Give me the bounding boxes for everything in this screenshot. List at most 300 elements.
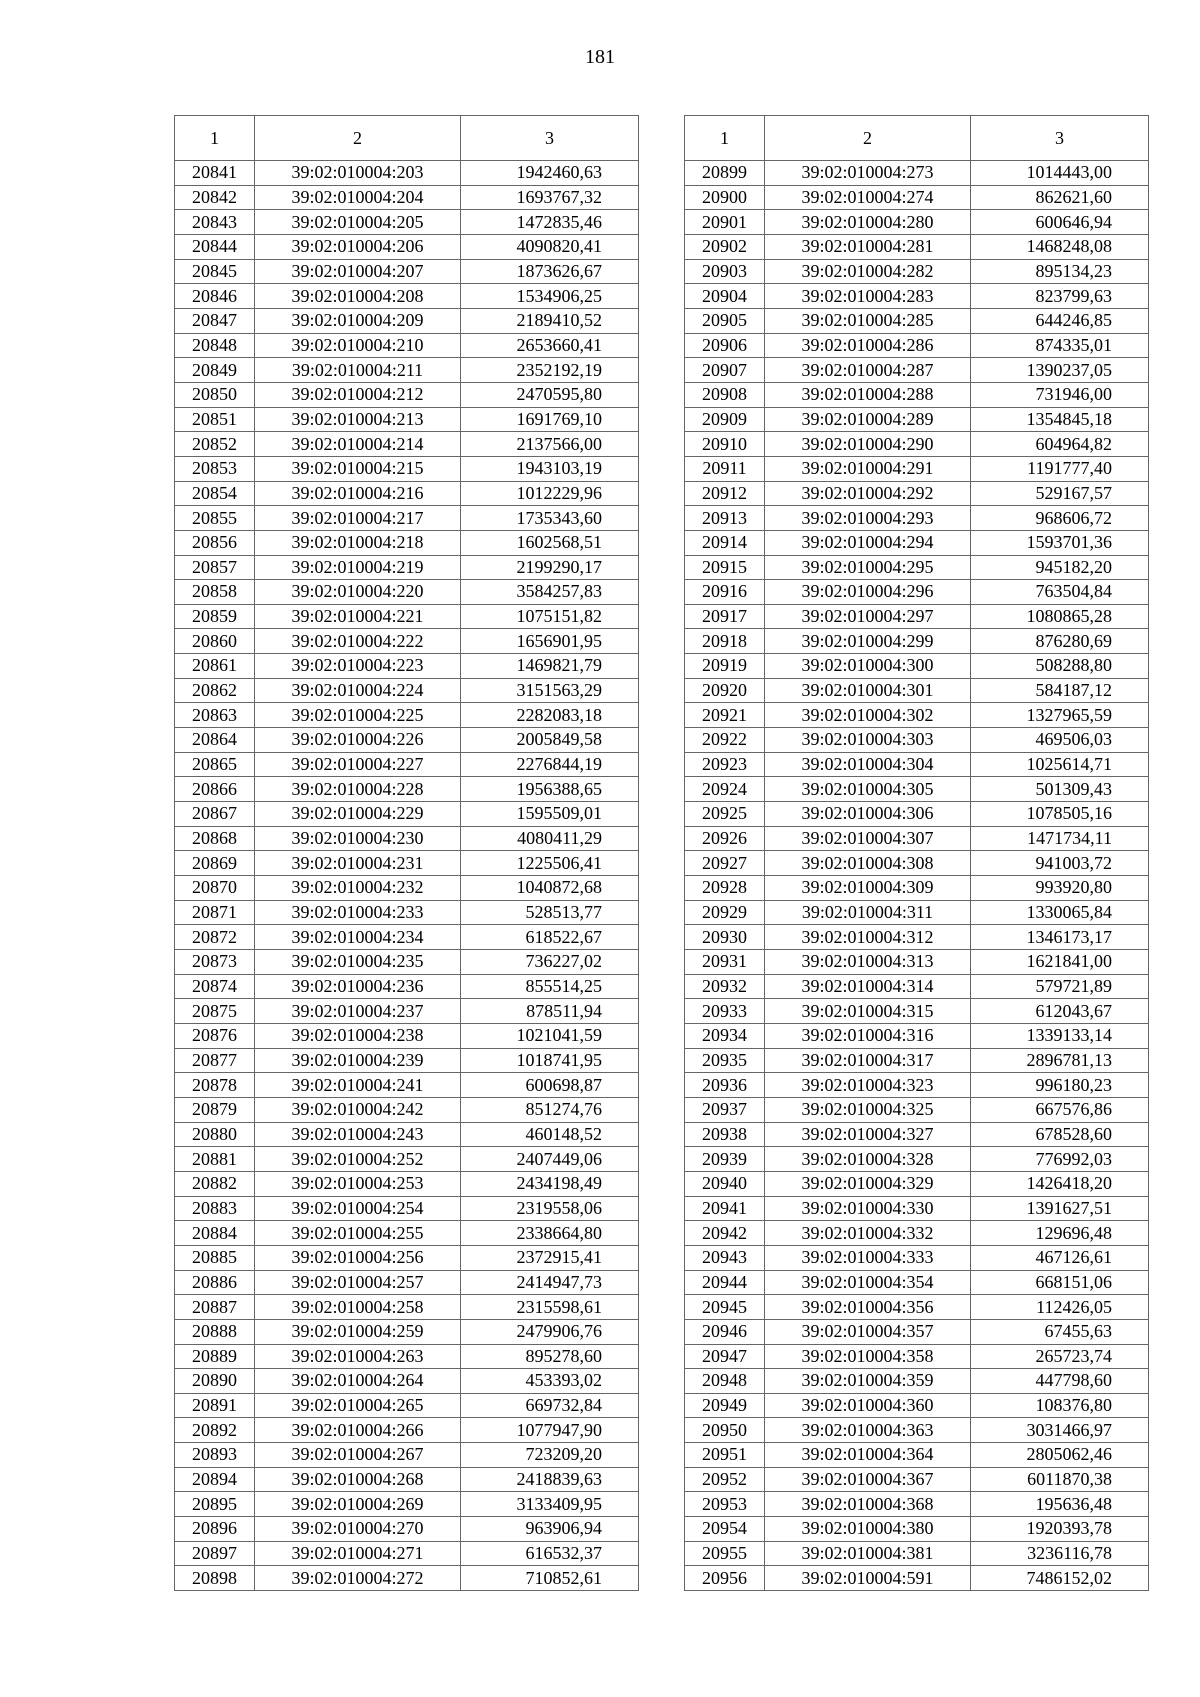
row-number-cell: 20955 (685, 1541, 765, 1566)
value-cell: 2315598,61 (461, 1295, 639, 1320)
value-cell: 2199290,17 (461, 555, 639, 580)
table-row (685, 1443, 1149, 1468)
table-row (685, 1492, 1149, 1517)
row-number-cell: 20855 (175, 506, 255, 531)
cadastral-number-cell: 39:02:010004:367 (765, 1467, 971, 1492)
table-row (175, 210, 639, 235)
value-cell: 1595509,01 (461, 802, 639, 827)
table-row (175, 530, 639, 555)
row-number-cell: 20862 (175, 678, 255, 703)
cadastral-number-cell: 39:02:010004:257 (255, 1270, 461, 1295)
table-row (685, 654, 1149, 679)
row-number-cell: 20872 (175, 925, 255, 950)
value-cell: 895278,60 (461, 1344, 639, 1369)
value-cell: 67455,63 (971, 1319, 1149, 1344)
table-row (685, 506, 1149, 531)
row-number-cell: 20854 (175, 481, 255, 506)
cadastral-number-cell: 39:02:010004:270 (255, 1517, 461, 1542)
table-row (685, 1418, 1149, 1443)
row-number-cell: 20920 (685, 678, 765, 703)
value-cell: 823799,63 (971, 284, 1149, 309)
row-number-cell: 20954 (685, 1517, 765, 1542)
table-row (175, 752, 639, 777)
cadastral-number-cell: 39:02:010004:228 (255, 777, 461, 802)
cadastral-number-cell: 39:02:010004:356 (765, 1295, 971, 1320)
cadastral-number-cell: 39:02:010004:274 (765, 185, 971, 210)
row-number-cell: 20857 (175, 555, 255, 580)
table-row (685, 703, 1149, 728)
cadastral-number-cell: 39:02:010004:309 (765, 876, 971, 901)
value-cell: 2372915,41 (461, 1245, 639, 1270)
table-row (685, 604, 1149, 629)
table-row (685, 1344, 1149, 1369)
row-number-cell: 20938 (685, 1122, 765, 1147)
value-cell: 4080411,29 (461, 826, 639, 851)
cadastral-number-cell: 39:02:010004:282 (765, 259, 971, 284)
value-cell: 1346173,17 (971, 925, 1149, 950)
cadastral-number-cell: 39:02:010004:211 (255, 358, 461, 383)
cadastral-number-cell: 39:02:010004:266 (255, 1418, 461, 1443)
cadastral-number-cell: 39:02:010004:306 (765, 802, 971, 827)
row-number-cell: 20929 (685, 900, 765, 925)
table-row (175, 1221, 639, 1246)
value-cell: 600646,94 (971, 210, 1149, 235)
cadastral-number-cell: 39:02:010004:289 (765, 407, 971, 432)
cadastral-number-cell: 39:02:010004:219 (255, 555, 461, 580)
cadastral-number-cell: 39:02:010004:368 (765, 1492, 971, 1517)
cadastral-number-cell: 39:02:010004:243 (255, 1122, 461, 1147)
value-cell: 669732,84 (461, 1393, 639, 1418)
left-table (174, 115, 639, 1591)
cadastral-number-cell: 39:02:010004:203 (255, 161, 461, 186)
cadastral-number-cell: 39:02:010004:229 (255, 802, 461, 827)
row-number-cell: 20841 (175, 161, 255, 186)
value-cell: 874335,01 (971, 333, 1149, 358)
value-cell: 2319558,06 (461, 1196, 639, 1221)
cadastral-number-cell: 39:02:010004:254 (255, 1196, 461, 1221)
value-cell: 667576,86 (971, 1097, 1149, 1122)
value-cell: 453393,02 (461, 1369, 639, 1394)
table-row (175, 1418, 639, 1443)
row-number-cell: 20919 (685, 654, 765, 679)
value-cell: 1225506,41 (461, 851, 639, 876)
row-number-cell: 20946 (685, 1319, 765, 1344)
cadastral-number-cell: 39:02:010004:226 (255, 728, 461, 753)
value-cell: 2479906,76 (461, 1319, 639, 1344)
table-row (685, 974, 1149, 999)
row-number-cell: 20951 (685, 1443, 765, 1468)
table-row (685, 1122, 1149, 1147)
row-number-cell: 20906 (685, 333, 765, 358)
table-row (175, 185, 639, 210)
cadastral-number-cell: 39:02:010004:591 (765, 1566, 971, 1591)
table-row (685, 777, 1149, 802)
value-cell: 2434198,49 (461, 1171, 639, 1196)
value-cell: 895134,23 (971, 259, 1149, 284)
value-cell: 1327965,59 (971, 703, 1149, 728)
cadastral-number-cell: 39:02:010004:300 (765, 654, 971, 679)
value-cell: 1014443,00 (971, 161, 1149, 186)
table-row (685, 432, 1149, 457)
table-row (175, 974, 639, 999)
value-cell: 529167,57 (971, 481, 1149, 506)
cadastral-number-cell: 39:02:010004:216 (255, 481, 461, 506)
value-cell: 579721,89 (971, 974, 1149, 999)
row-number-cell: 20875 (175, 999, 255, 1024)
value-cell: 1621841,00 (971, 950, 1149, 975)
cadastral-number-cell: 39:02:010004:290 (765, 432, 971, 457)
row-number-cell: 20904 (685, 284, 765, 309)
column-header: 1 (685, 116, 765, 161)
table-row (175, 728, 639, 753)
table-row (685, 530, 1149, 555)
left-table-body (175, 161, 639, 1591)
value-cell: 668151,06 (971, 1270, 1149, 1295)
cadastral-number-cell: 39:02:010004:312 (765, 925, 971, 950)
row-number-cell: 20910 (685, 432, 765, 457)
cadastral-number-cell: 39:02:010004:359 (765, 1369, 971, 1394)
cadastral-number-cell: 39:02:010004:209 (255, 308, 461, 333)
row-number-cell: 20856 (175, 530, 255, 555)
value-cell: 963906,94 (461, 1517, 639, 1542)
table-row (685, 826, 1149, 851)
row-number-cell: 20849 (175, 358, 255, 383)
row-number-cell: 20885 (175, 1245, 255, 1270)
cadastral-number-cell: 39:02:010004:363 (765, 1418, 971, 1443)
page-number: 181 (585, 46, 615, 68)
table-row (685, 1541, 1149, 1566)
cadastral-number-cell: 39:02:010004:220 (255, 580, 461, 605)
row-number-cell: 20931 (685, 950, 765, 975)
row-number-cell: 20940 (685, 1171, 765, 1196)
table-row (175, 580, 639, 605)
row-number-cell: 20870 (175, 876, 255, 901)
table-row (175, 703, 639, 728)
table-row (175, 851, 639, 876)
value-cell: 2137566,00 (461, 432, 639, 457)
cadastral-number-cell: 39:02:010004:294 (765, 530, 971, 555)
cadastral-number-cell: 39:02:010004:263 (255, 1344, 461, 1369)
table-row (685, 308, 1149, 333)
value-cell: 1391627,51 (971, 1196, 1149, 1221)
cadastral-number-cell: 39:02:010004:292 (765, 481, 971, 506)
cadastral-number-cell: 39:02:010004:332 (765, 1221, 971, 1246)
value-cell: 776992,03 (971, 1147, 1149, 1172)
row-number-cell: 20935 (685, 1048, 765, 1073)
row-number-cell: 20914 (685, 530, 765, 555)
value-cell: 763504,84 (971, 580, 1149, 605)
row-number-cell: 20894 (175, 1467, 255, 1492)
cadastral-number-cell: 39:02:010004:328 (765, 1147, 971, 1172)
row-number-cell: 20842 (175, 185, 255, 210)
cadastral-number-cell: 39:02:010004:333 (765, 1245, 971, 1270)
row-number-cell: 20928 (685, 876, 765, 901)
cadastral-number-cell: 39:02:010004:268 (255, 1467, 461, 1492)
table-row (685, 1467, 1149, 1492)
table-row (685, 382, 1149, 407)
table-row (175, 1566, 639, 1591)
row-number-cell: 20846 (175, 284, 255, 309)
value-cell: 1012229,96 (461, 481, 639, 506)
row-number-cell: 20864 (175, 728, 255, 753)
row-number-cell: 20903 (685, 259, 765, 284)
value-cell: 862621,60 (971, 185, 1149, 210)
table-row (175, 604, 639, 629)
cadastral-number-cell: 39:02:010004:207 (255, 259, 461, 284)
cadastral-number-cell: 39:02:010004:299 (765, 629, 971, 654)
value-cell: 1472835,46 (461, 210, 639, 235)
cadastral-number-cell: 39:02:010004:314 (765, 974, 971, 999)
table-row (175, 999, 639, 1024)
value-cell: 469506,03 (971, 728, 1149, 753)
table-row (685, 629, 1149, 654)
table-row (685, 876, 1149, 901)
cadastral-number-cell: 39:02:010004:272 (255, 1566, 461, 1591)
row-number-cell: 20933 (685, 999, 765, 1024)
cadastral-number-cell: 39:02:010004:271 (255, 1541, 461, 1566)
table-header-row (685, 116, 1149, 161)
cadastral-number-cell: 39:02:010004:288 (765, 382, 971, 407)
table-row (175, 1073, 639, 1098)
value-cell: 1602568,51 (461, 530, 639, 555)
cadastral-number-cell: 39:02:010004:303 (765, 728, 971, 753)
row-number-cell: 20877 (175, 1048, 255, 1073)
row-number-cell: 20844 (175, 234, 255, 259)
row-number-cell: 20952 (685, 1467, 765, 1492)
row-number-cell: 20859 (175, 604, 255, 629)
value-cell: 1471734,11 (971, 826, 1149, 851)
value-cell: 1080865,28 (971, 604, 1149, 629)
cadastral-number-cell: 39:02:010004:305 (765, 777, 971, 802)
row-number-cell: 20861 (175, 654, 255, 679)
row-number-cell: 20853 (175, 456, 255, 481)
table-row (175, 1295, 639, 1320)
value-cell: 996180,23 (971, 1073, 1149, 1098)
row-number-cell: 20900 (685, 185, 765, 210)
cadastral-number-cell: 39:02:010004:204 (255, 185, 461, 210)
table-row (175, 802, 639, 827)
value-cell: 3133409,95 (461, 1492, 639, 1517)
row-number-cell: 20916 (685, 580, 765, 605)
cadastral-number-cell: 39:02:010004:234 (255, 925, 461, 950)
table-header-row (175, 116, 639, 161)
value-cell: 1191777,40 (971, 456, 1149, 481)
value-cell: 1075151,82 (461, 604, 639, 629)
table-row (685, 185, 1149, 210)
row-number-cell: 20949 (685, 1393, 765, 1418)
row-number-cell: 20945 (685, 1295, 765, 1320)
value-cell: 6011870,38 (971, 1467, 1149, 1492)
value-cell: 2407449,06 (461, 1147, 639, 1172)
row-number-cell: 20888 (175, 1319, 255, 1344)
row-number-cell: 20925 (685, 802, 765, 827)
value-cell: 112426,05 (971, 1295, 1149, 1320)
value-cell: 1339133,14 (971, 1023, 1149, 1048)
table-row (175, 234, 639, 259)
column-header: 2 (765, 116, 971, 161)
cadastral-number-cell: 39:02:010004:302 (765, 703, 971, 728)
cadastral-number-cell: 39:02:010004:259 (255, 1319, 461, 1344)
value-cell: 1691769,10 (461, 407, 639, 432)
column-header: 3 (461, 116, 639, 161)
value-cell: 968606,72 (971, 506, 1149, 531)
table-row (175, 777, 639, 802)
table-row (175, 1048, 639, 1073)
row-number-cell: 20878 (175, 1073, 255, 1098)
value-cell: 460148,52 (461, 1122, 639, 1147)
table-row (685, 678, 1149, 703)
value-cell: 1426418,20 (971, 1171, 1149, 1196)
table-row (175, 826, 639, 851)
row-number-cell: 20886 (175, 1270, 255, 1295)
value-cell: 2282083,18 (461, 703, 639, 728)
table-row (175, 678, 639, 703)
row-number-cell: 20944 (685, 1270, 765, 1295)
cadastral-number-cell: 39:02:010004:313 (765, 950, 971, 975)
table-row (175, 382, 639, 407)
row-number-cell: 20895 (175, 1492, 255, 1517)
value-cell: 3151563,29 (461, 678, 639, 703)
table-row (175, 1492, 639, 1517)
value-cell: 2470595,80 (461, 382, 639, 407)
cadastral-number-cell: 39:02:010004:252 (255, 1147, 461, 1172)
table-row (685, 728, 1149, 753)
value-cell: 467126,61 (971, 1245, 1149, 1270)
table-row (685, 1369, 1149, 1394)
cadastral-number-cell: 39:02:010004:327 (765, 1122, 971, 1147)
value-cell: 1390237,05 (971, 358, 1149, 383)
value-cell: 855514,25 (461, 974, 639, 999)
value-cell: 508288,80 (971, 654, 1149, 679)
row-number-cell: 20851 (175, 407, 255, 432)
cadastral-number-cell: 39:02:010004:269 (255, 1492, 461, 1517)
cadastral-number-cell: 39:02:010004:295 (765, 555, 971, 580)
cadastral-number-cell: 39:02:010004:360 (765, 1393, 971, 1418)
table-row (175, 1467, 639, 1492)
cadastral-number-cell: 39:02:010004:307 (765, 826, 971, 851)
cadastral-number-cell: 39:02:010004:205 (255, 210, 461, 235)
cadastral-number-cell: 39:02:010004:214 (255, 432, 461, 457)
value-cell: 1330065,84 (971, 900, 1149, 925)
cadastral-number-cell: 39:02:010004:358 (765, 1344, 971, 1369)
column-header: 1 (175, 116, 255, 161)
row-number-cell: 20924 (685, 777, 765, 802)
row-number-cell: 20934 (685, 1023, 765, 1048)
cadastral-number-cell: 39:02:010004:242 (255, 1097, 461, 1122)
cadastral-number-cell: 39:02:010004:237 (255, 999, 461, 1024)
table-row (175, 629, 639, 654)
row-number-cell: 20873 (175, 950, 255, 975)
value-cell: 1956388,65 (461, 777, 639, 802)
row-number-cell: 20868 (175, 826, 255, 851)
row-number-cell: 20848 (175, 333, 255, 358)
value-cell: 1942460,63 (461, 161, 639, 186)
value-cell: 723209,20 (461, 1443, 639, 1468)
row-number-cell: 20852 (175, 432, 255, 457)
table-row (175, 1393, 639, 1418)
row-number-cell: 20950 (685, 1418, 765, 1443)
row-number-cell: 20893 (175, 1443, 255, 1468)
value-cell: 1468248,08 (971, 234, 1149, 259)
row-number-cell: 20917 (685, 604, 765, 629)
cadastral-number-cell: 39:02:010004:381 (765, 1541, 971, 1566)
table-row (685, 580, 1149, 605)
table-row (685, 851, 1149, 876)
row-number-cell: 20887 (175, 1295, 255, 1320)
table-row (175, 308, 639, 333)
table-row (685, 1023, 1149, 1048)
row-number-cell: 20905 (685, 308, 765, 333)
row-number-cell: 20884 (175, 1221, 255, 1246)
row-number-cell: 20926 (685, 826, 765, 851)
cadastral-number-cell: 39:02:010004:238 (255, 1023, 461, 1048)
cadastral-number-cell: 39:02:010004:315 (765, 999, 971, 1024)
value-cell: 195636,48 (971, 1492, 1149, 1517)
row-number-cell: 20860 (175, 629, 255, 654)
value-cell: 644246,85 (971, 308, 1149, 333)
row-number-cell: 20942 (685, 1221, 765, 1246)
value-cell: 2414947,73 (461, 1270, 639, 1295)
value-cell: 1025614,71 (971, 752, 1149, 777)
cadastral-number-cell: 39:02:010004:311 (765, 900, 971, 925)
table-row (685, 161, 1149, 186)
row-number-cell: 20858 (175, 580, 255, 605)
table-row (685, 284, 1149, 309)
table-row (175, 876, 639, 901)
table-row (175, 358, 639, 383)
cadastral-number-cell: 39:02:010004:230 (255, 826, 461, 851)
row-number-cell: 20913 (685, 506, 765, 531)
value-cell: 2418839,63 (461, 1467, 639, 1492)
column-header: 2 (255, 116, 461, 161)
table-row (175, 1245, 639, 1270)
cadastral-number-cell: 39:02:010004:213 (255, 407, 461, 432)
table-row (175, 654, 639, 679)
row-number-cell: 20879 (175, 1097, 255, 1122)
table-row (175, 1171, 639, 1196)
table-row (685, 358, 1149, 383)
table-row (175, 1443, 639, 1468)
table-row (175, 925, 639, 950)
table-row (685, 1073, 1149, 1098)
cadastral-number-cell: 39:02:010004:215 (255, 456, 461, 481)
cadastral-number-cell: 39:02:010004:208 (255, 284, 461, 309)
value-cell: 1469821,79 (461, 654, 639, 679)
value-cell: 3031466,97 (971, 1418, 1149, 1443)
value-cell: 3236116,78 (971, 1541, 1149, 1566)
table-row (685, 752, 1149, 777)
row-number-cell: 20923 (685, 752, 765, 777)
cadastral-number-cell: 39:02:010004:223 (255, 654, 461, 679)
value-cell: 731946,00 (971, 382, 1149, 407)
cadastral-number-cell: 39:02:010004:232 (255, 876, 461, 901)
cadastral-number-cell: 39:02:010004:285 (765, 308, 971, 333)
column-header: 3 (971, 116, 1149, 161)
value-cell: 1078505,16 (971, 802, 1149, 827)
cadastral-number-cell: 39:02:010004:217 (255, 506, 461, 531)
table-row (685, 1295, 1149, 1320)
table-row (175, 1319, 639, 1344)
value-cell: 447798,60 (971, 1369, 1149, 1394)
value-cell: 612043,67 (971, 999, 1149, 1024)
table-row (175, 1097, 639, 1122)
cadastral-number-cell: 39:02:010004:293 (765, 506, 971, 531)
cadastral-number-cell: 39:02:010004:224 (255, 678, 461, 703)
row-number-cell: 20866 (175, 777, 255, 802)
table-row (175, 1541, 639, 1566)
row-number-cell: 20915 (685, 555, 765, 580)
row-number-cell: 20863 (175, 703, 255, 728)
